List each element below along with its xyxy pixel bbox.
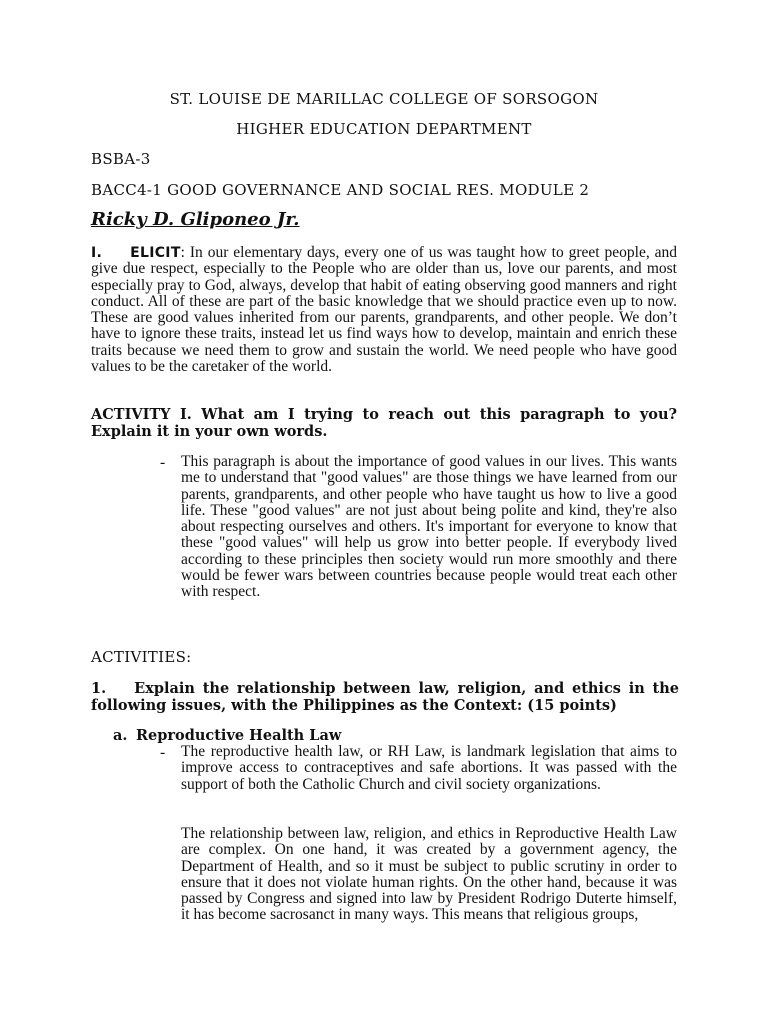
elicit-text: : In our elementary days, every one of us was taught how to greet people, and give due respect, especially to the People who are older than us, love our parents, and most especially pray to God, always, develop that habit of eating observing good manners and right conduct. All of these are part of the basic knowledge that we should practice even up to now. These are good values inherited from our parents, grandparents, and other people. We don’t have to ignore these traits, instead let us find ways how to develop, maintain and enrich these traits because we need them to grow and sustain the world. We need people who have good values to be the caretaker of the world.	[91, 244, 677, 376]
student-name: Ricky D. Gliponeo Jr.	[91, 209, 300, 230]
activity-one-answer: This paragraph is about the importance of good values in our lives. This wants me to understand that "good values" are those things we have learned from our parents, grandparents, and other people who have taught us how to live a good life. These "good values" are not just about being polite and kind, they're also about respecting ourselves and others. It's important for everyone to know that these "good values" will help us grow into better people. If everybody lived according to these principles then society would run more smoothly and there would be fewer wars between countries because people would treat each other with respect.	[181, 453, 677, 601]
sub-item-label: a.	[113, 727, 128, 744]
answer-bullet: -	[160, 454, 166, 471]
program-code: BSBA-3	[91, 150, 151, 168]
rh-bullet: -	[160, 744, 166, 761]
activities-item-one	[91, 680, 679, 714]
item-number: 1.	[91, 680, 107, 697]
rh-paragraph-two: The relationship between law, religion, and ethics in Reproductive Health Law are complex. On one hand, it was created by a government agency, the Department of Health, and so it must be subject to public scrutiny in order to ensure that it does not violate human rights. On the other hand, because it was passed by Congress and signed into law by President Rodrigo Duterte himself, it has become sacrosanct in many ways. This means that religious groups,	[181, 825, 677, 924]
course-title: BACC4-1 GOOD GOVERNANCE AND SOCIAL RES. MODULE 2	[91, 181, 590, 199]
activities-heading: ACTIVITIES:	[91, 648, 192, 666]
elicit-number: I.	[91, 245, 103, 261]
elicit-paragraph	[91, 245, 677, 375]
sub-item-title: Reproductive Health Law	[136, 727, 342, 744]
elicit-label: ELICIT	[130, 245, 181, 261]
department-name: HIGHER EDUCATION DEPARTMENT	[236, 120, 532, 138]
activity-one-question: ACTIVITY I. What am I trying to reach out this paragraph to you? Explain it in your own words.	[91, 406, 677, 440]
item-text: Explain the relationship between law, religion, and ethics in the following issues, with the Philippines as the Context: (15 points)	[91, 680, 679, 714]
college-name: ST. LOUISE DE MARILLAC COLLEGE OF SORSOGON	[169, 90, 599, 108]
rh-paragraph-one: The reproductive health law, or RH Law, is landmark legislation that aims to improve access to contraceptives and safe abortions. It was passed with the support of both the Catholic Church and civil society organizations.	[181, 743, 677, 793]
